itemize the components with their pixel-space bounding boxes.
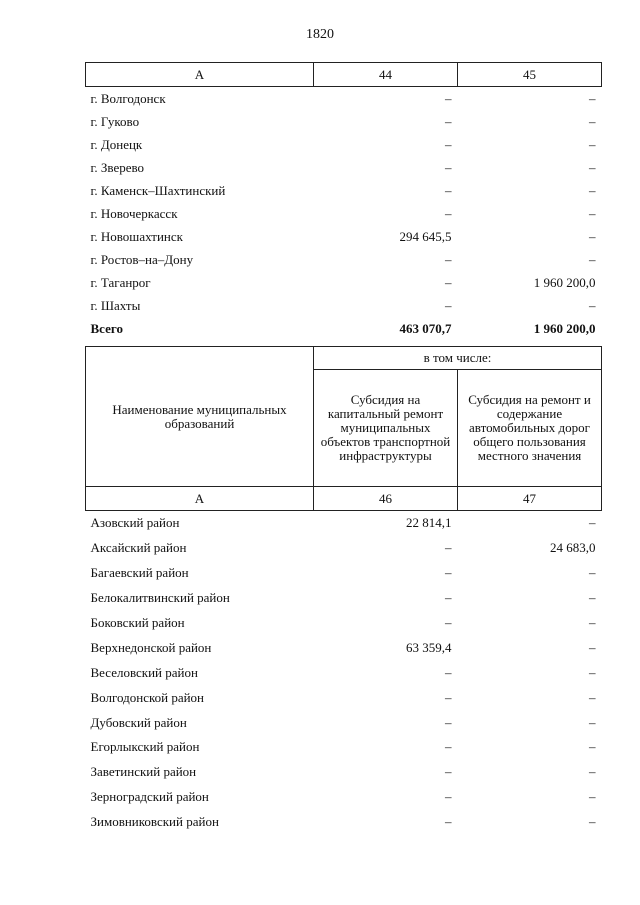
continuation-table (85, 62, 602, 340)
table-row (86, 133, 602, 156)
municipality-name: Зимовниковский район (90, 814, 219, 830)
table-row (86, 110, 602, 133)
value-cell: – (445, 714, 452, 730)
municipality-name: г. Донецк (90, 136, 143, 152)
municipality-name: г. Новочеркасск (90, 205, 178, 221)
value-cell: – (589, 159, 596, 175)
value-cell: – (445, 159, 452, 175)
table-row (86, 156, 602, 179)
value-cell: – (589, 789, 596, 805)
municipality-name: Азовский район (90, 515, 180, 531)
subsidy-table (85, 346, 602, 835)
value-cell: – (445, 297, 452, 313)
total-value-44: 463 070,7 (399, 320, 452, 336)
municipality-name: Боковский район (90, 615, 185, 630)
value-cell: – (589, 228, 596, 244)
municipality-name: г. Волгодонск (90, 90, 166, 106)
municipality-name: Заветинский район (90, 764, 197, 780)
column-header-47: Субсидия на ремонт и содержание автомобильных дорог общего пользования местного значения (458, 370, 602, 487)
table-row (86, 202, 602, 225)
table-row (86, 685, 602, 710)
value-cell: – (445, 136, 452, 152)
municipality-name: г. Гуково (90, 113, 140, 129)
value-cell: – (589, 664, 596, 680)
table-row (86, 536, 602, 561)
value-cell: – (445, 182, 452, 198)
column-number-47: 47 (458, 487, 602, 511)
municipality-name: Верхнедонской район (90, 639, 212, 655)
value-cell: – (445, 814, 452, 830)
total-label: Всего (90, 320, 123, 336)
column-header-44: 44 (314, 63, 458, 87)
value-cell: – (445, 251, 452, 267)
including-header: в том числе: (314, 347, 602, 370)
column-number-a: А (86, 487, 314, 511)
value-cell: – (589, 182, 596, 198)
value-cell: – (589, 689, 596, 705)
value-cell: – (445, 113, 452, 129)
municipality-name: г. Зверево (90, 159, 145, 175)
table-row (86, 760, 602, 785)
column-header-a: А (86, 63, 314, 87)
table-row (86, 586, 602, 611)
value-cell: 63 359,4 (406, 639, 452, 655)
value-cell: – (589, 565, 596, 581)
municipality-name: Веселовский район (90, 664, 198, 680)
table-row (86, 179, 602, 202)
value-cell: 1 960 200,0 (533, 274, 596, 290)
municipality-name: г. Новошахтинск (90, 228, 183, 244)
table-row (86, 710, 602, 735)
value-cell: – (445, 90, 452, 106)
page-number: 1820 (306, 27, 334, 42)
value-cell: – (589, 205, 596, 221)
table-row (86, 225, 602, 248)
column-number-row (86, 487, 602, 511)
municipality-name: Белокалитвинский район (90, 590, 230, 606)
value-cell: – (589, 590, 596, 606)
table-row (86, 810, 602, 835)
table-row (86, 635, 602, 660)
table-row (86, 785, 602, 810)
value-cell: – (445, 689, 452, 705)
value-cell: – (589, 739, 596, 755)
municipality-name: Аксайский район (90, 540, 187, 556)
value-cell: 24 683,0 (550, 540, 596, 556)
value-cell: – (589, 136, 596, 152)
municipality-name: г. Шахты (90, 297, 141, 313)
value-cell: – (589, 90, 596, 106)
table-row (86, 660, 602, 685)
value-cell: – (445, 764, 452, 780)
value-cell: – (589, 639, 596, 655)
table-row (86, 511, 602, 536)
value-cell: – (589, 615, 596, 630)
municipality-name: Багаевский район (90, 565, 189, 581)
value-cell: – (445, 274, 452, 290)
total-row (86, 317, 602, 340)
municipality-name: г. Каменск–Шахтинский (90, 182, 226, 198)
municipality-name: Зерноградский район (90, 789, 209, 805)
column-header-45: 45 (458, 63, 602, 87)
value-cell: – (445, 590, 452, 606)
value-cell: – (589, 251, 596, 267)
value-cell: – (445, 789, 452, 805)
value-cell: – (589, 814, 596, 830)
column-number-row (86, 63, 602, 87)
table-row (86, 87, 602, 111)
value-cell: 22 814,1 (406, 515, 452, 531)
value-cell: – (589, 297, 596, 313)
value-cell: – (589, 113, 596, 129)
value-cell: – (445, 565, 452, 581)
municipality-name: Дубовский район (90, 714, 187, 730)
total-value-45: 1 960 200,0 (533, 320, 596, 336)
municipality-name: Волгодонской район (90, 689, 205, 705)
value-cell: – (589, 764, 596, 780)
table-row (86, 735, 602, 760)
value-cell: – (445, 205, 452, 221)
municipality-name: г. Ростов–на–Дону (90, 251, 194, 267)
table-row (86, 561, 602, 586)
value-cell: – (589, 515, 596, 531)
table-row (86, 294, 602, 317)
table-row (86, 611, 602, 636)
value-cell: 294 645,5 (399, 228, 452, 244)
municipality-name-header: Наименование муниципальных образований (86, 347, 314, 487)
municipality-name: г. Таганрог (90, 274, 151, 290)
value-cell: – (445, 664, 452, 680)
value-cell: – (445, 739, 452, 755)
column-header-46: Субсидия на капитальный ремонт муниципальных объектов транспортной инфраструктуры (314, 370, 458, 487)
value-cell: – (445, 540, 452, 556)
table-row (86, 271, 602, 294)
column-number-46: 46 (314, 487, 458, 511)
value-cell: – (589, 714, 596, 730)
municipality-name: Егорлыкский район (90, 739, 200, 755)
value-cell: – (445, 615, 452, 630)
table-row (86, 248, 602, 271)
